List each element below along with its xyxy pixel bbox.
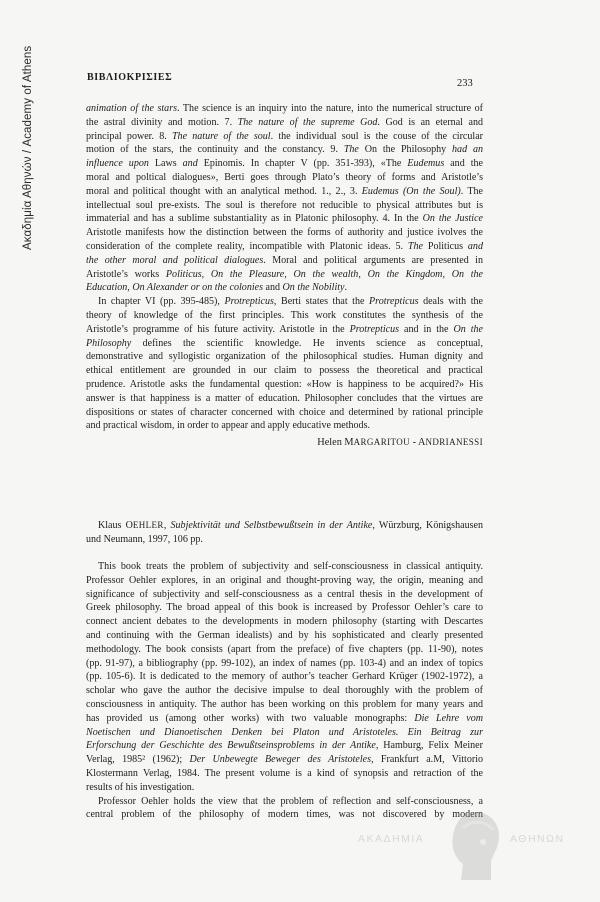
- text-line: Aristotle’s programme of his future activity. Aristotle in the Protrepticus and in the On the: [86, 323, 483, 335]
- text-line: Philosophy defines the scientific knowledge. He invents science as conceptual,: [86, 337, 483, 349]
- text-line: influence upon Laws and Epinomis. In chapter V (pp. 351-393), «The Eudemus and the: [86, 158, 483, 170]
- review-2-body: [86, 560, 483, 822]
- running-header-title: ΒΙΒΛΙΟΚΡΙΣΙΕΣ: [87, 72, 173, 83]
- review-1-signature: Helen MARGARITOU - ANDRIANESSI: [317, 437, 483, 448]
- citation-line: Klaus OEHLER, Subjektivität und Selbstbewußtsein in der Antike, Würzburg, Königshausen: [98, 520, 483, 531]
- text-line: (pp. 105-6). It is dedicated to the memory of author’s teacher Gerhard Krüger (1902-1972), a: [86, 671, 483, 683]
- text-line: Klostermann Verlag, 1984. The present volume is a kind of synopsis and retraction of the: [86, 767, 483, 779]
- text-line: Education, On Alexander or on the colonies and On the Nobility.: [86, 282, 347, 294]
- watermark-right-text: ΑΘΗΝΩΝ: [510, 833, 565, 845]
- text-line: and practical wisdom, in order to appear and apply educative methods.: [86, 420, 371, 432]
- review-2-citation: [86, 519, 483, 547]
- text-line: theory of knowledge of the first principles. This work constitutes the synthesis of the: [86, 309, 483, 321]
- text-line: motion of the stars, the continuity and the constancy. 9. The On the Philosophy had an: [86, 144, 483, 156]
- review-1-body: [86, 102, 483, 433]
- text-line: significance of subjectivity and self-consciousness as a central thesis in the development of: [86, 588, 483, 600]
- text-line: Greek philosophy. The broad appeal of this book is increased by Professor Oehler’s care to: [86, 602, 483, 614]
- text-line: has provided us (among other works) with two valuable monographs: Die Lehre vom: [86, 712, 483, 724]
- text-line: central problem of the philosophy of modern times, was not discovered by modern: [86, 809, 483, 821]
- watermark-left-text: ΑΚΑΔΗΜΙΑ: [358, 833, 425, 845]
- text-line: consideration of the complete reality, incompatible with Platonic ideas. 5. The Politicus and: [86, 240, 483, 252]
- text-line: (pp. 91-97), a bibliography (pp. 99-102), an index of names (pp. 103-4) and an index of topics: [86, 657, 483, 669]
- text-line: principal power. 8. The nature of the soul. the individual soul is the couse of the circular: [86, 130, 484, 142]
- citation-line: und Neumann, 1997, 106 pp.: [86, 533, 203, 545]
- text-line: Professor Oehler explores, in an original and thought-proving way, the origin, meaning and: [86, 574, 483, 586]
- text-line: Noetischen und Dianoetischen Denken bei Platon und Aristoteles. Ein Beitrag zur: [86, 726, 483, 738]
- academy-watermark: [350, 808, 585, 888]
- text-line: the astral divinity and motion. 7. The nature of the supreme God. God is an eternal and: [86, 116, 484, 128]
- text-line: answer is that happiness is a matter of education. Philosopher concludes that the virtues are: [86, 392, 483, 404]
- text-line: intellectual soul pre-exists. The soul is therefore not reducible to physical attributes but is: [86, 199, 483, 211]
- text-line: connect ancient debates to the developments in modern philosophy (starting with Descartes: [86, 616, 483, 628]
- text-line: demonstrative and syllogistic organization of the philosophical studies. Human dignity and: [86, 351, 483, 363]
- text-line: the other moral and political dialogues. Moral and political arguments are presented in: [86, 254, 484, 266]
- text-line: results of his investigation.: [86, 781, 195, 793]
- text-line: moral and political thought with an analytical method. 1., 2., 3. Eudemus (On the Soul). The: [86, 185, 483, 197]
- text-line: Professor Oehler holds the view that the problem of reflection and self-consciousness, a: [98, 795, 483, 807]
- text-line: prudence. Aristotle asks the fundamental question: «How is happiness to be acquired?» His: [86, 378, 483, 390]
- text-line: Aristotle manifests how the distinction between the forms of authority and justice ivolves the: [86, 227, 483, 239]
- text-line: Verlag, 1985² (1962); Der Unbewegte Beweger des Aristoteles, Frankfurt a.M, Vittorio: [86, 754, 484, 766]
- text-line: immaterial and has a sublime substantiality as in Platonic philosophy. 4. In the On the Justice: [86, 213, 483, 225]
- text-line: Aristotle’s works Politicus, On the Pleasure, On the wealth, On the Kingdom, On the: [86, 268, 483, 280]
- text-line: dispositions or states of character concerned with choice and determined by rational principle: [86, 406, 483, 418]
- text-line: scholar who gave the author the decisive impulse to deal thoroughly with the problem of: [86, 685, 483, 697]
- text-line: In chapter VI (pp. 395-485), Protrepticus, Berti states that the Protrepticus deals with the: [98, 296, 483, 308]
- text-line: moral and poltical dialogues», Berti goes through Plato’s theory of forms and Aristotle’s: [86, 171, 483, 183]
- text-line: consciousness in antiquity. The author has been working on this problem for many years and: [86, 698, 483, 710]
- text-line: methodology. The book consists (apart from the preface) of five chapters (pp. 11-90), notes: [86, 643, 483, 655]
- text-line: ethical entitlement are grounded in our claim to possess the theoretical and practical: [86, 365, 483, 377]
- side-label-academy: Ακαδημία Αθηνών / Academy of Athens: [22, 45, 34, 250]
- text-line: Erforschung der Geschichte des Bewußtseinsproblems in der Antike, Hamburg, Felix Meiner: [86, 740, 483, 752]
- text-line: This book treats the problem of subjectivity and self-consciousness in classical antiquity.: [98, 561, 483, 572]
- page-number: 233: [457, 78, 473, 89]
- text-line: animation of the stars. The science is an inquiry into the nature, into the numerical structure of: [86, 103, 483, 114]
- athena-head-emblem-icon: [445, 808, 505, 886]
- text-line: and continuing with the German idealists) and by his sophisticated and clearly presented: [86, 629, 483, 641]
